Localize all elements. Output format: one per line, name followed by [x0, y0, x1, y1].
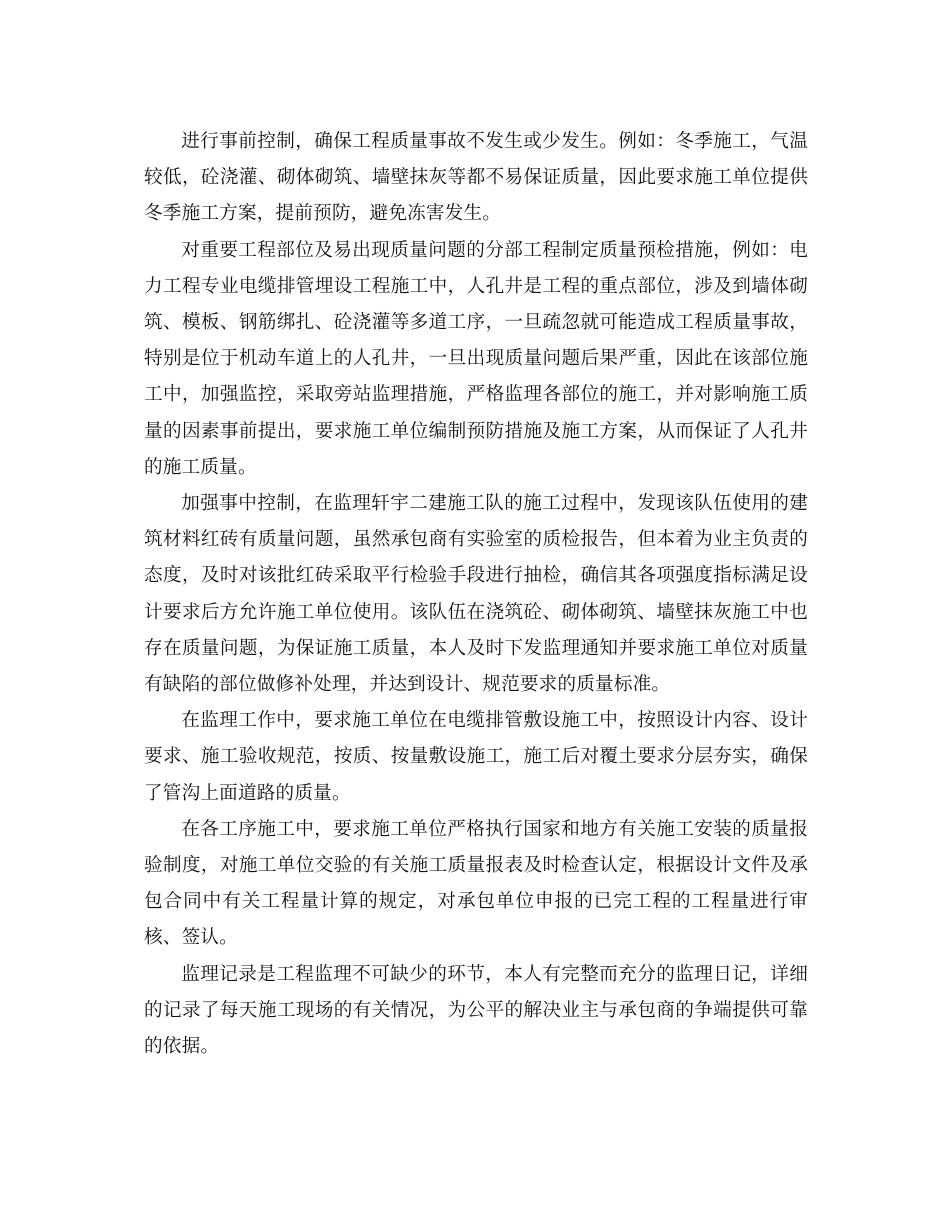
paragraph-4: 在监理工作中，要求施工单位在电缆排管敷设施工中，按照设计内容、设计要求、施工验收规范，按质、按量敷设施工，施工后对覆土要求分层夯实，确保了管沟上面道路的质量。	[144, 710, 808, 804]
paragraph-5: 在各工序施工中，要求施工单位严格执行国家和地方有关施工安装的质量报验制度，对施工单位交验的有关施工质量报表及时检查认定，根据设计文件及承包合同中有关工程量计算的规定，对承包单位申报的已完工程的工程量进行审核、签认。	[144, 818, 808, 949]
paragraph-6: 监理记录是工程监理不可缺少的环节，本人有完整而充分的监理日记，详细的记录了每天施工现场的有关情况，为公平的解决业主与承包商的争端提供可靠的依据。	[144, 963, 808, 1058]
paragraph-3: 加强事中控制，在监理轩宇二建施工队的施工过程中，发现该队伍使用的建筑材料红砖有质量问题，虽然承包商有实验室的质检报告，但本着为业主负责的态度，及时对该批红砖采取平行检验手段进行抽检，确信其各项强度指标满足设计要求后方允许施工单位使用。该队伍在浇筑砼、砌体砌筑、墙壁抹灰施工中也存在质量问题，为保证施工质量，本人及时下发监理通知并要求施工单位对质量有缺陷的部位做修补处理，并达到设计、规范要求的质量标准。	[144, 493, 808, 696]
paragraph-2: 对重要工程部位及易出现质量问题的分部工程制定质量预检措施，例如：电力工程专业电缆排管埋设工程施工中，人孔井是工程的重点部位，涉及到墙体砌筑、模板、钢筋绑扎、砼浇灌等多道工序，一旦疏忽就可能造成工程质量事故，特别是位于机动车道上的人孔井，一旦出现质量问题后果严重，因此在该部位施工中，加强监控，采取旁站监理措施，严格监理各部位的施工，并对影响施工质量的因素事前提出，要求施工单位编制预防措施及施工方案，从而保证了人孔井的施工质量。	[144, 239, 808, 478]
document-body	[144, 124, 808, 1065]
paragraph-1: 进行事前控制，确保工程质量事故不发生或少发生。例如：冬季施工，气温较低，砼浇灌、砌体砌筑、墙壁抹灰等都不易保证质量，因此要求施工单位提供冬季施工方案，提前预防，避免冻害发生。	[144, 131, 808, 225]
